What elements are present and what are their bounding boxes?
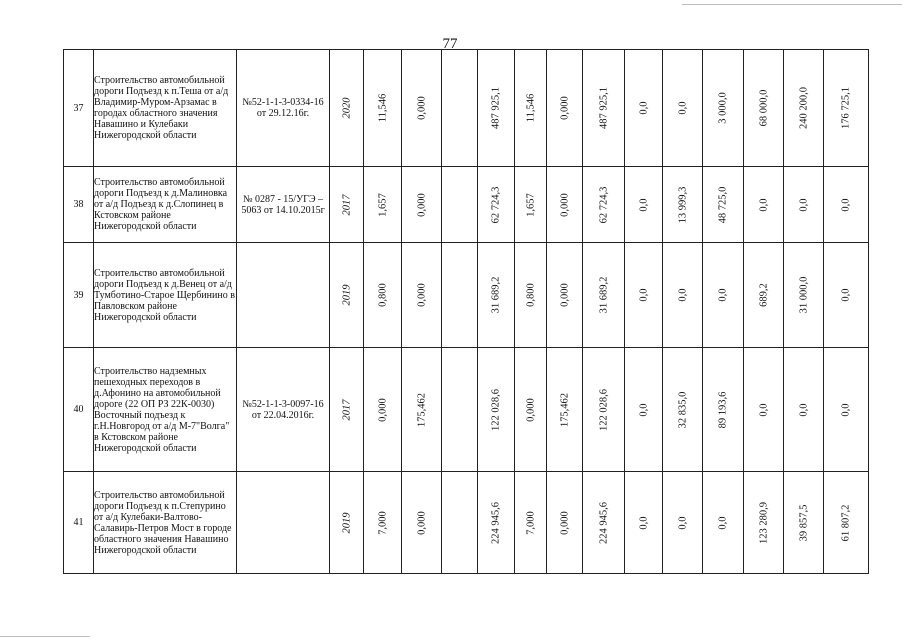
value-text: 123 280,9 [758, 501, 769, 544]
value-text: 0,0 [677, 101, 688, 115]
value-text: 240 200,0 [798, 87, 809, 129]
value-text: 224 945,6 [490, 501, 502, 544]
value-text: 48 725,0 [717, 186, 729, 223]
project-name: Строительство автомобильной дороги Подъезд к п.Степурино от а/д Кулебаки-Валтово-Салавирь-Петров Мост в городе областного значения Навашино Нижегородской области [94, 472, 237, 574]
value-cell [364, 472, 402, 574]
value-cell [442, 167, 478, 243]
value-text: 7,000 [525, 510, 536, 535]
value-text: 11,546 [525, 93, 536, 123]
value-cell [442, 348, 478, 472]
value-cell [744, 348, 784, 472]
value-cell [784, 243, 824, 348]
completion-year: 2019 [341, 512, 352, 533]
value-cell [824, 50, 869, 167]
value-text: 0,000 [559, 283, 570, 307]
expertise-document: № 0287 - 15/УГЭ – 5063 от 14.10.2015г [237, 167, 330, 243]
value-cell [547, 472, 583, 574]
value-cell [625, 348, 663, 472]
value-text: 0,0 [638, 101, 649, 115]
row-number: 41 [64, 472, 94, 574]
expertise-document [237, 243, 330, 348]
value-cell [515, 472, 547, 574]
value-cell [583, 348, 625, 472]
value-text: 0,0 [840, 288, 852, 302]
value-cell [744, 243, 784, 348]
value-cell [583, 167, 625, 243]
value-cell [547, 348, 583, 472]
value-text: 122 028,6 [490, 388, 502, 431]
value-cell [547, 167, 583, 243]
row-number: 40 [64, 348, 94, 472]
value-text: 0,000 [416, 510, 427, 535]
value-cell [442, 243, 478, 348]
value-cell [703, 348, 744, 472]
value-cell [744, 472, 784, 574]
value-text: 0,000 [559, 192, 570, 217]
value-text: 0,0 [798, 197, 809, 212]
value-cell [547, 50, 583, 167]
value-text: 39 857,5 [798, 504, 809, 541]
value-text: 31 689,2 [490, 276, 502, 314]
value-cell [703, 243, 744, 348]
completion-year-cell [330, 348, 364, 472]
value-cell [784, 472, 824, 574]
value-text: 175,462 [559, 392, 570, 427]
value-text: 0,800 [525, 283, 536, 307]
row-number: 39 [64, 243, 94, 348]
value-cell [824, 472, 869, 574]
value-text: 0,0 [758, 402, 769, 417]
value-text: 32 835,0 [677, 391, 688, 428]
value-cell [663, 348, 703, 472]
value-text: 0,000 [416, 283, 427, 307]
value-text: 1,657 [377, 192, 388, 217]
expertise-document: №52-1-1-3-0334-16 от 29.12.16г. [237, 50, 330, 167]
expertise-document [237, 472, 330, 574]
value-cell [364, 167, 402, 243]
table-row [64, 167, 869, 243]
value-text: 1,657 [525, 192, 536, 217]
value-cell [547, 243, 583, 348]
value-cell [402, 243, 442, 348]
value-cell [402, 348, 442, 472]
value-text: 0,800 [377, 283, 388, 307]
value-cell [515, 243, 547, 348]
value-text: 175,462 [416, 392, 427, 427]
value-text: 689,2 [758, 283, 769, 307]
value-cell [364, 50, 402, 167]
value-text: 0,000 [416, 192, 427, 217]
value-cell [364, 243, 402, 348]
value-cell [784, 50, 824, 167]
value-text: 0,0 [717, 515, 729, 530]
value-cell [663, 50, 703, 167]
completion-year: 2017 [341, 399, 352, 420]
completion-year: 2019 [341, 284, 352, 306]
value-text: 0,0 [798, 402, 809, 417]
value-text: 0,0 [677, 515, 688, 530]
value-text: 176 725,1 [840, 87, 852, 129]
completion-year: 2020 [341, 97, 352, 119]
value-text: 0,0 [638, 288, 649, 302]
value-cell [478, 472, 515, 574]
value-cell [478, 348, 515, 472]
value-cell [703, 472, 744, 574]
value-cell [442, 472, 478, 574]
row-number: 37 [64, 50, 94, 167]
value-cell [824, 348, 869, 472]
value-text: 0,0 [677, 288, 688, 302]
table-row [64, 348, 869, 472]
value-cell [703, 50, 744, 167]
completion-year-cell [330, 167, 364, 243]
value-cell [364, 348, 402, 472]
value-text: 0,000 [416, 96, 427, 120]
value-cell [402, 472, 442, 574]
value-text: 62 724,3 [490, 186, 502, 223]
value-text: 0,000 [377, 397, 388, 422]
value-cell [744, 50, 784, 167]
value-cell [824, 243, 869, 348]
value-text: 11,546 [377, 93, 388, 123]
value-cell [784, 167, 824, 243]
value-cell [663, 243, 703, 348]
completion-year-cell [330, 243, 364, 348]
value-cell [515, 167, 547, 243]
table-row [64, 50, 869, 167]
value-cell [478, 50, 515, 167]
value-text: 487 925,1 [490, 87, 502, 129]
value-cell [583, 243, 625, 348]
value-text: 7,000 [377, 510, 388, 535]
value-text: 0,0 [840, 197, 852, 212]
value-text: 0,000 [559, 510, 570, 535]
project-name: Строительство автомобильной дороги Подъезд к д.Венец от а/д Тумботино-Старое Щербинино в Павловском районе Нижегородской области [94, 243, 237, 348]
value-cell [402, 167, 442, 243]
value-text: 487 925,1 [598, 87, 609, 129]
completion-year: 2017 [341, 194, 352, 215]
project-name: Строительство автомобильной дороги Подъезд к д.Малиновка от а/д Подъезд к д.Слопинец в Кстовском районе Нижегородской области [94, 167, 237, 243]
value-cell [583, 472, 625, 574]
scan-edge-line [682, 4, 902, 5]
value-cell [625, 50, 663, 167]
value-cell [402, 50, 442, 167]
value-cell [744, 167, 784, 243]
value-cell [478, 243, 515, 348]
value-text: 0,000 [525, 397, 536, 422]
value-cell [625, 243, 663, 348]
value-text: 0,0 [840, 402, 852, 417]
value-cell [663, 472, 703, 574]
value-text: 224 945,6 [598, 501, 609, 544]
completion-year-cell [330, 50, 364, 167]
value-text: 0,0 [638, 515, 649, 530]
project-name: Строительство надземных пешеходных переходов в д.Афонино на автомобильной дороге (22 ОП РЗ 22К-0030) Восточный подъезд к г.Н.Новгород от а/д М-7"Волга" в Кстовском районе Нижегородской области [94, 348, 237, 472]
value-cell [784, 348, 824, 472]
value-text: 31 689,2 [598, 276, 609, 314]
registry-table [63, 49, 869, 574]
value-cell [703, 167, 744, 243]
value-text: 68 000,0 [758, 89, 769, 127]
value-text: 0,0 [638, 197, 649, 212]
value-text: 0,0 [638, 402, 649, 417]
value-text: 62 724,3 [598, 186, 609, 223]
value-text: 122 028,6 [598, 388, 609, 431]
table-row [64, 472, 869, 574]
completion-year-cell [330, 472, 364, 574]
value-cell [515, 348, 547, 472]
value-text: 31 000,0 [798, 276, 809, 314]
row-number: 38 [64, 167, 94, 243]
value-cell [515, 50, 547, 167]
value-cell [625, 472, 663, 574]
value-text: 89 193,6 [717, 391, 729, 428]
table-row [64, 243, 869, 348]
value-text: 0,000 [559, 96, 570, 120]
value-text: 0,0 [758, 197, 769, 212]
value-cell [583, 50, 625, 167]
value-text: 13 999,3 [677, 186, 688, 223]
page-number: 77 [442, 36, 458, 52]
value-text: 61 807,2 [840, 504, 852, 541]
value-cell [625, 167, 663, 243]
project-name: Строительство автомобильной дороги Подъезд к п.Теша от а/д Владимир-Муром-Арзамас в городах областного значения Навашино и Кулебаки Нижегородской области [94, 50, 237, 167]
value-cell [824, 167, 869, 243]
expertise-document: №52-1-1-3-0097-16 от 22.04.2016г. [237, 348, 330, 472]
scan-edge-line [0, 636, 90, 637]
value-text: 3 000,0 [717, 92, 729, 124]
value-cell [442, 50, 478, 167]
value-text: 0,0 [717, 288, 729, 302]
value-cell [478, 167, 515, 243]
value-cell [663, 167, 703, 243]
